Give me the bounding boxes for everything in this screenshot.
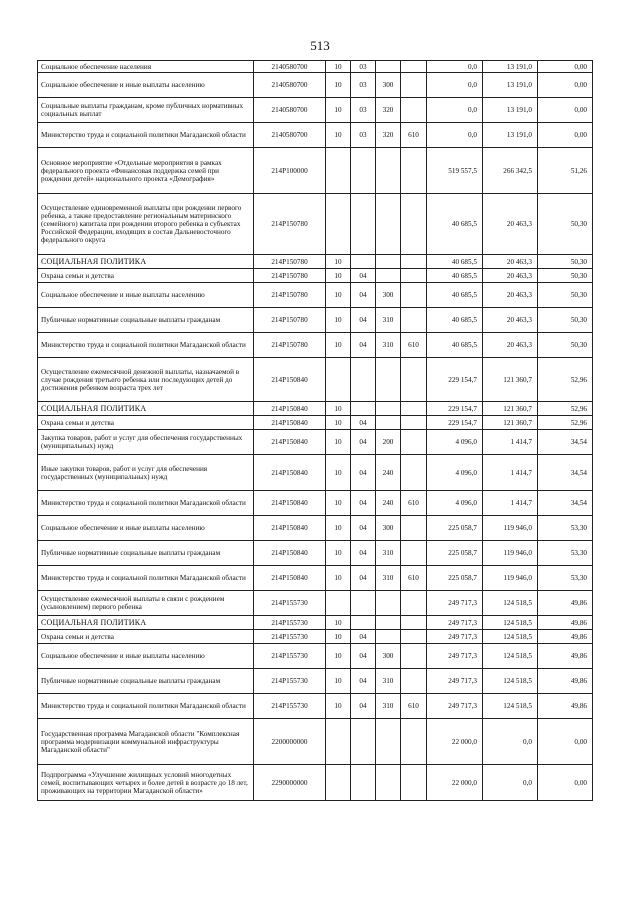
- executed-amount: 121 360,7: [483, 358, 538, 402]
- target-code: 214P150780: [254, 194, 326, 255]
- subsection-code: 04: [351, 541, 376, 566]
- row-name: СОЦИАЛЬНАЯ ПОЛИТИКА: [38, 616, 254, 630]
- expense-type-code: 310: [376, 669, 401, 694]
- table-row: [38, 416, 593, 430]
- section-code: 10: [326, 255, 351, 269]
- row-name: Охрана семьи и детства: [38, 630, 254, 644]
- executed-amount: 266 342,5: [483, 148, 538, 194]
- section-code: 10: [326, 123, 351, 148]
- executed-amount: 119 946,0: [483, 566, 538, 591]
- executed-amount: 124 518,5: [483, 616, 538, 630]
- planned-amount: 249 717,3: [427, 669, 483, 694]
- executed-amount: 0,0: [483, 765, 538, 801]
- administrator-code: [401, 255, 427, 269]
- expense-type-code: 310: [376, 333, 401, 358]
- section-code: 10: [326, 333, 351, 358]
- expense-type-code: 320: [376, 123, 401, 148]
- target-code: 214P155730: [254, 630, 326, 644]
- section-code: 10: [326, 455, 351, 491]
- execution-percent: 50,30: [538, 333, 593, 358]
- expense-type-code: [376, 358, 401, 402]
- planned-amount: 4 096,0: [427, 430, 483, 455]
- section-code: [326, 194, 351, 255]
- subsection-code: 04: [351, 566, 376, 591]
- subsection-code: 04: [351, 308, 376, 333]
- executed-amount: 13 191,0: [483, 123, 538, 148]
- row-name: СОЦИАЛЬНАЯ ПОЛИТИКА: [38, 402, 254, 416]
- section-code: 10: [326, 269, 351, 283]
- administrator-code: [401, 541, 427, 566]
- subsection-code: 03: [351, 61, 376, 73]
- table-row: [38, 402, 593, 416]
- administrator-code: [401, 269, 427, 283]
- execution-percent: 51,26: [538, 148, 593, 194]
- expense-type-code: 310: [376, 541, 401, 566]
- target-code: 2140580700: [254, 98, 326, 123]
- administrator-code: 610: [401, 333, 427, 358]
- administrator-code: 610: [401, 491, 427, 516]
- subsection-code: 04: [351, 644, 376, 669]
- executed-amount: 121 360,7: [483, 402, 538, 416]
- administrator-code: [401, 402, 427, 416]
- table-row: [38, 541, 593, 566]
- row-name: Социальное обеспечение и иные выплаты населению: [38, 516, 254, 541]
- execution-percent: 52,96: [538, 358, 593, 402]
- execution-percent: 49,86: [538, 669, 593, 694]
- executed-amount: 13 191,0: [483, 73, 538, 98]
- execution-percent: 34,54: [538, 455, 593, 491]
- administrator-code: [401, 61, 427, 73]
- planned-amount: 249 717,3: [427, 694, 483, 719]
- target-code: 214P150780: [254, 283, 326, 308]
- planned-amount: 229 154,7: [427, 416, 483, 430]
- table-row: [38, 694, 593, 719]
- row-name: Социальное обеспечение населения: [38, 61, 254, 73]
- table-row: [38, 516, 593, 541]
- table-row: [38, 669, 593, 694]
- section-code: 10: [326, 61, 351, 73]
- section-code: [326, 591, 351, 616]
- planned-amount: 0,0: [427, 73, 483, 98]
- budget-table: [37, 60, 593, 801]
- executed-amount: 1 414,7: [483, 491, 538, 516]
- expense-type-code: [376, 719, 401, 765]
- table-row: [38, 333, 593, 358]
- administrator-code: 610: [401, 694, 427, 719]
- planned-amount: 249 717,3: [427, 644, 483, 669]
- executed-amount: 124 518,5: [483, 630, 538, 644]
- expense-type-code: [376, 148, 401, 194]
- expense-type-code: [376, 416, 401, 430]
- expense-type-code: 200: [376, 430, 401, 455]
- target-code: 214P150840: [254, 416, 326, 430]
- subsection-code: [351, 719, 376, 765]
- table-row: [38, 455, 593, 491]
- target-code: 2140580700: [254, 123, 326, 148]
- row-name: Осуществление единовременной выплаты при рождении первого ребенка, а также предоставление региональным материнского (семейного) капитала при рождении второго ребенка в субъектах Российской Федерации, входящих в состав Дальневосточного федерального округа: [38, 194, 254, 255]
- execution-percent: 50,30: [538, 283, 593, 308]
- section-code: [326, 148, 351, 194]
- executed-amount: 1 414,7: [483, 455, 538, 491]
- administrator-code: [401, 194, 427, 255]
- executed-amount: 124 518,5: [483, 591, 538, 616]
- expense-type-code: 300: [376, 644, 401, 669]
- target-code: 214P150840: [254, 516, 326, 541]
- executed-amount: 124 518,5: [483, 644, 538, 669]
- executed-amount: 0,0: [483, 719, 538, 765]
- table-row: [38, 358, 593, 402]
- row-name: Министерство труда и социальной политики Магаданской области: [38, 694, 254, 719]
- execution-percent: 49,86: [538, 694, 593, 719]
- subsection-code: [351, 194, 376, 255]
- row-name: СОЦИАЛЬНАЯ ПОЛИТИКА: [38, 255, 254, 269]
- subsection-code: 04: [351, 430, 376, 455]
- planned-amount: 40 685,5: [427, 269, 483, 283]
- administrator-code: [401, 644, 427, 669]
- section-code: 10: [326, 694, 351, 719]
- section-code: [326, 719, 351, 765]
- section-code: 10: [326, 98, 351, 123]
- execution-percent: 0,00: [538, 61, 593, 73]
- administrator-code: 610: [401, 566, 427, 591]
- target-code: 2200000000: [254, 719, 326, 765]
- section-code: 10: [326, 630, 351, 644]
- executed-amount: 1 414,7: [483, 430, 538, 455]
- section-code: 10: [326, 669, 351, 694]
- planned-amount: 249 717,3: [427, 591, 483, 616]
- expense-type-code: 240: [376, 491, 401, 516]
- planned-amount: 249 717,3: [427, 630, 483, 644]
- execution-percent: 49,86: [538, 630, 593, 644]
- administrator-code: [401, 73, 427, 98]
- target-code: 214P150780: [254, 269, 326, 283]
- section-code: 10: [326, 541, 351, 566]
- administrator-code: [401, 308, 427, 333]
- planned-amount: 0,0: [427, 98, 483, 123]
- target-code: 214P150840: [254, 541, 326, 566]
- table-row: [38, 73, 593, 98]
- row-name: Подпрограмма «Улучшение жилищных условий многодетных семей, воспитывающих четырех и более детей в возрасте до 18 лет, проживающих на территории Магаданской области»: [38, 765, 254, 801]
- expense-type-code: [376, 194, 401, 255]
- subsection-code: [351, 358, 376, 402]
- executed-amount: 20 463,3: [483, 194, 538, 255]
- planned-amount: 40 685,5: [427, 333, 483, 358]
- executed-amount: 119 946,0: [483, 541, 538, 566]
- page-number: 513: [310, 38, 330, 53]
- section-code: 10: [326, 283, 351, 308]
- administrator-code: [401, 719, 427, 765]
- target-code: 214P150780: [254, 308, 326, 333]
- table-row: [38, 491, 593, 516]
- table-row: [38, 765, 593, 801]
- expense-type-code: [376, 269, 401, 283]
- budget-table-body: [38, 61, 593, 801]
- planned-amount: 4 096,0: [427, 491, 483, 516]
- target-code: 214P155730: [254, 644, 326, 669]
- row-name: Публичные нормативные социальные выплаты гражданам: [38, 541, 254, 566]
- row-name: Социальное обеспечение и иные выплаты населению: [38, 644, 254, 669]
- administrator-code: [401, 416, 427, 430]
- table-row: [38, 269, 593, 283]
- section-code: 10: [326, 402, 351, 416]
- table-row: [38, 430, 593, 455]
- administrator-code: [401, 148, 427, 194]
- subsection-code: 04: [351, 455, 376, 491]
- section-code: 10: [326, 566, 351, 591]
- execution-percent: 50,30: [538, 194, 593, 255]
- target-code: 214P150840: [254, 566, 326, 591]
- planned-amount: 22 000,0: [427, 765, 483, 801]
- planned-amount: 0,0: [427, 61, 483, 73]
- table-row: [38, 566, 593, 591]
- table-row: [38, 194, 593, 255]
- execution-percent: 49,86: [538, 616, 593, 630]
- expense-type-code: 300: [376, 73, 401, 98]
- executed-amount: 20 463,3: [483, 255, 538, 269]
- subsection-code: 04: [351, 491, 376, 516]
- administrator-code: [401, 358, 427, 402]
- target-code: 214P155730: [254, 591, 326, 616]
- subsection-code: 04: [351, 333, 376, 358]
- target-code: 2140580700: [254, 61, 326, 73]
- section-code: [326, 358, 351, 402]
- target-code: 2290000000: [254, 765, 326, 801]
- execution-percent: 53,30: [538, 566, 593, 591]
- table-row: [38, 308, 593, 333]
- row-name: Социальное обеспечение и иные выплаты населению: [38, 73, 254, 98]
- row-name: Охрана семьи и детства: [38, 269, 254, 283]
- row-name: Основное мероприятие «Отдельные мероприятия в рамках федерального проекта «Финансовая поддержка семей при рождении детей» национального проекта «Демография»: [38, 148, 254, 194]
- expense-type-code: [376, 616, 401, 630]
- section-code: [326, 765, 351, 801]
- administrator-code: [401, 591, 427, 616]
- section-code: 10: [326, 416, 351, 430]
- execution-percent: 53,30: [538, 516, 593, 541]
- administrator-code: 610: [401, 123, 427, 148]
- subsection-code: [351, 148, 376, 194]
- executed-amount: 124 518,5: [483, 669, 538, 694]
- planned-amount: 40 685,5: [427, 194, 483, 255]
- subsection-code: [351, 616, 376, 630]
- row-name: Публичные нормативные социальные выплаты гражданам: [38, 669, 254, 694]
- table-row: [38, 644, 593, 669]
- planned-amount: 22 000,0: [427, 719, 483, 765]
- target-code: 2140580700: [254, 73, 326, 98]
- execution-percent: 49,86: [538, 644, 593, 669]
- target-code: 214P150840: [254, 491, 326, 516]
- target-code: 214P100000: [254, 148, 326, 194]
- execution-percent: 49,86: [538, 591, 593, 616]
- expense-type-code: [376, 630, 401, 644]
- administrator-code: [401, 98, 427, 123]
- section-code: 10: [326, 644, 351, 669]
- administrator-code: [401, 765, 427, 801]
- subsection-code: 03: [351, 123, 376, 148]
- section-code: 10: [326, 516, 351, 541]
- row-name: Министерство труда и социальной политики Магаданской области: [38, 333, 254, 358]
- expense-type-code: 320: [376, 98, 401, 123]
- row-name: Социальное обеспечение и иные выплаты населению: [38, 283, 254, 308]
- administrator-code: [401, 616, 427, 630]
- row-name: Министерство труда и социальной политики Магаданской области: [38, 491, 254, 516]
- subsection-code: [351, 591, 376, 616]
- planned-amount: 519 557,5: [427, 148, 483, 194]
- planned-amount: 229 154,7: [427, 402, 483, 416]
- target-code: 214P150840: [254, 455, 326, 491]
- expense-type-code: [376, 61, 401, 73]
- subsection-code: 03: [351, 73, 376, 98]
- row-name: Осуществление ежемесячной денежной выплаты, назначаемой в случае рождения третьего ребенка или последующих детей до достижения ребенком возраста трех лет: [38, 358, 254, 402]
- expense-type-code: [376, 402, 401, 416]
- planned-amount: 225 058,7: [427, 566, 483, 591]
- subsection-code: [351, 765, 376, 801]
- section-code: 10: [326, 616, 351, 630]
- planned-amount: 0,0: [427, 123, 483, 148]
- expense-type-code: 240: [376, 455, 401, 491]
- execution-percent: 0,00: [538, 98, 593, 123]
- execution-percent: 52,96: [538, 416, 593, 430]
- execution-percent: 0,00: [538, 765, 593, 801]
- administrator-code: [401, 430, 427, 455]
- executed-amount: 121 360,7: [483, 416, 538, 430]
- row-name: Иные закупки товаров, работ и услуг для обеспечения государственных (муниципальных) нужд: [38, 455, 254, 491]
- section-code: 10: [326, 308, 351, 333]
- target-code: 214P150840: [254, 430, 326, 455]
- table-row: [38, 283, 593, 308]
- planned-amount: 40 685,5: [427, 283, 483, 308]
- table-row: [38, 630, 593, 644]
- subsection-code: 03: [351, 98, 376, 123]
- row-name: Публичные нормативные социальные выплаты гражданам: [38, 308, 254, 333]
- expense-type-code: [376, 591, 401, 616]
- target-code: 214P150780: [254, 333, 326, 358]
- row-name: Министерство труда и социальной политики Магаданской области: [38, 566, 254, 591]
- row-name: Осуществление ежемесячной выплаты в связи с рождением (усыновлением) первого ребенка: [38, 591, 254, 616]
- executed-amount: 20 463,3: [483, 269, 538, 283]
- execution-percent: 52,96: [538, 402, 593, 416]
- subsection-code: [351, 402, 376, 416]
- row-name: Охрана семьи и детства: [38, 416, 254, 430]
- expense-type-code: [376, 765, 401, 801]
- subsection-code: 04: [351, 516, 376, 541]
- table-row: [38, 61, 593, 73]
- expense-type-code: 310: [376, 308, 401, 333]
- execution-percent: 53,30: [538, 541, 593, 566]
- target-code: 214P155730: [254, 616, 326, 630]
- executed-amount: 119 946,0: [483, 516, 538, 541]
- expense-type-code: 300: [376, 516, 401, 541]
- table-row: [38, 98, 593, 123]
- target-code: 214P150840: [254, 402, 326, 416]
- section-code: 10: [326, 491, 351, 516]
- subsection-code: [351, 255, 376, 269]
- executed-amount: 124 518,5: [483, 694, 538, 719]
- subsection-code: 04: [351, 630, 376, 644]
- section-code: 10: [326, 430, 351, 455]
- administrator-code: [401, 283, 427, 308]
- execution-percent: 50,30: [538, 308, 593, 333]
- expense-type-code: [376, 255, 401, 269]
- subsection-code: 04: [351, 694, 376, 719]
- table-row: [38, 148, 593, 194]
- table-row: [38, 719, 593, 765]
- administrator-code: [401, 669, 427, 694]
- table-row: [38, 255, 593, 269]
- execution-percent: 50,30: [538, 269, 593, 283]
- planned-amount: 225 058,7: [427, 516, 483, 541]
- target-code: 214P155730: [254, 694, 326, 719]
- target-code: 214P150840: [254, 358, 326, 402]
- row-name: Государственная программа Магаданской области "Комплексная программа модернизации коммунальной инфраструктуры Магаданской области": [38, 719, 254, 765]
- planned-amount: 40 685,5: [427, 308, 483, 333]
- executed-amount: 13 191,0: [483, 98, 538, 123]
- administrator-code: [401, 630, 427, 644]
- execution-percent: 50,30: [538, 255, 593, 269]
- subsection-code: 04: [351, 283, 376, 308]
- table-row: [38, 616, 593, 630]
- planned-amount: 225 058,7: [427, 541, 483, 566]
- subsection-code: 04: [351, 269, 376, 283]
- executed-amount: 20 463,3: [483, 283, 538, 308]
- table-row: [38, 123, 593, 148]
- row-name: Министерство труда и социальной политики Магаданской области: [38, 123, 254, 148]
- executed-amount: 20 463,3: [483, 333, 538, 358]
- subsection-code: 04: [351, 416, 376, 430]
- expense-type-code: 310: [376, 694, 401, 719]
- target-code: 214P155730: [254, 669, 326, 694]
- expense-type-code: 310: [376, 566, 401, 591]
- executed-amount: 13 191,0: [483, 61, 538, 73]
- planned-amount: 249 717,3: [427, 616, 483, 630]
- table-row: [38, 591, 593, 616]
- execution-percent: 0,00: [538, 73, 593, 98]
- administrator-code: [401, 455, 427, 491]
- execution-percent: 0,00: [538, 123, 593, 148]
- execution-percent: 34,54: [538, 430, 593, 455]
- planned-amount: 4 096,0: [427, 455, 483, 491]
- administrator-code: [401, 516, 427, 541]
- execution-percent: 0,00: [538, 719, 593, 765]
- planned-amount: 229 154,7: [427, 358, 483, 402]
- row-name: Закупка товаров, работ и услуг для обеспечения государственных (муниципальных) нужд: [38, 430, 254, 455]
- target-code: 214P150780: [254, 255, 326, 269]
- planned-amount: 40 685,5: [427, 255, 483, 269]
- row-name: Социальные выплаты гражданам, кроме публичных нормативных социальных выплат: [38, 98, 254, 123]
- section-code: 10: [326, 73, 351, 98]
- expense-type-code: 300: [376, 283, 401, 308]
- executed-amount: 20 463,3: [483, 308, 538, 333]
- execution-percent: 34,54: [538, 491, 593, 516]
- subsection-code: 04: [351, 669, 376, 694]
